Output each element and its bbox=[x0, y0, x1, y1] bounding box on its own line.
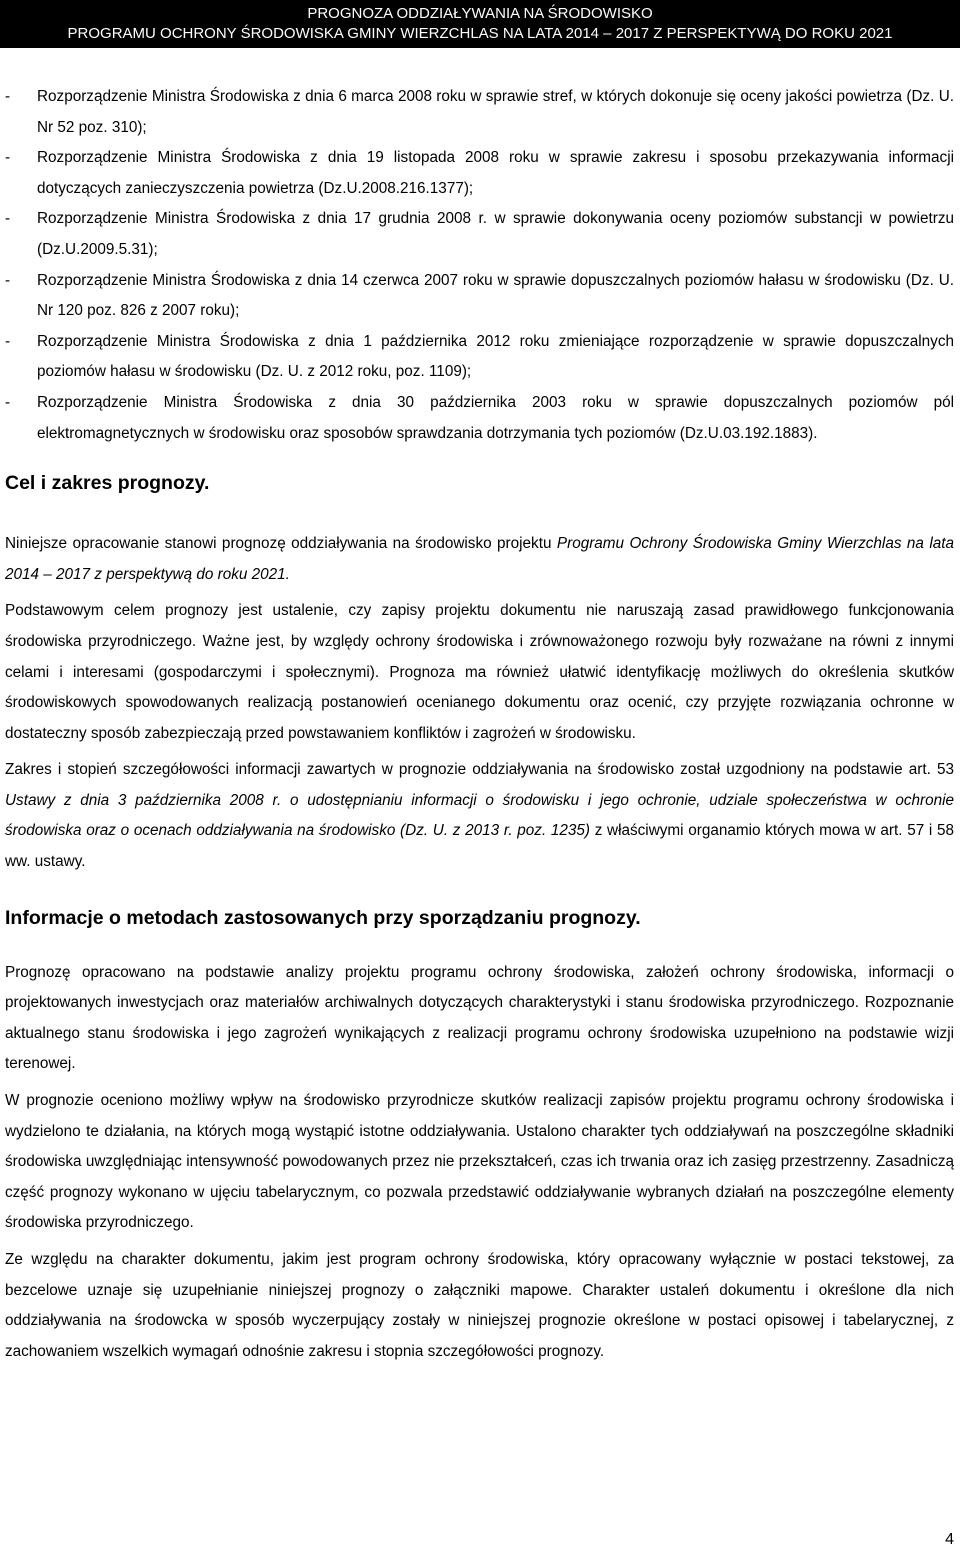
paragraph: Prognozę opracowano na podstawie analizy projektu programu ochrony środowiska, założeń ochrony środowiska, informacji o projektowanych inwestycjach oraz materiałów archiwalnych dotyczących charakterystyki i stanu środowiska przyrodniczego. Rozpoznanie aktualnego stanu środowiska i jego zagrożeń wynikających z realizacji programu ochrony środowiska uzupełniono na podstawie wizji terenowej. bbox=[5, 963, 954, 1073]
list-item bbox=[5, 143, 954, 204]
paragraph-text: Niniejsze opracowanie stanowi prognozę oddziaływania na środowisko projektu bbox=[5, 535, 557, 553]
section-heading-methods: Informacje o metodach zastosowanych przy sporządzaniu prognozy. bbox=[5, 906, 641, 929]
list-marker: - bbox=[5, 271, 11, 289]
list-item-text: Rozporządzenie Ministra Środowiska z dnia 17 grudnia 2008 r. w sprawie dokonywania oceny poziomów substancji w powietrzu (Dz.U.2009.5.31); bbox=[37, 210, 954, 258]
list-item bbox=[5, 82, 954, 143]
list-item-text: Rozporządzenie Ministra Środowiska z dnia 14 czerwca 2007 roku w sprawie dopuszczalnych poziomów hałasu w środowisku (Dz. U. Nr 120 poz. 826 z 2007 roku); bbox=[37, 271, 954, 320]
paragraph-text: z właściwymi organamio których mowa w art. 57 i 58 ww. ustawy. bbox=[5, 822, 954, 871]
list-marker: - bbox=[5, 393, 11, 411]
list-item-text: Rozporządzenie Ministra Środowiska z dnia 19 listopada 2008 roku w sprawie zakresu i sposobu przekazywania informacji dotyczących zanieczyszczenia powietrza (Dz.U.2008.216.1377); bbox=[37, 149, 954, 197]
list-item bbox=[5, 204, 954, 265]
document-body bbox=[5, 82, 954, 1373]
document-header bbox=[0, 0, 960, 48]
list-item-text: Rozporządzenie Ministra Środowiska z dnia 30 października 2003 roku w sprawie dopuszczalnych poziomów pól elektromagnetycznych w środowisku oraz sposobów sprawdzania dotrzymania tych poziomów (Dz.U.03.192.1883). bbox=[37, 393, 954, 442]
header-line-2: PROGRAMU OCHRONY ŚRODOWISKA GMINY WIERZCHLAS NA LATA 2014 – 2017 Z PERSPEKTYWĄ DO ROKU 2021 bbox=[67, 25, 893, 42]
list-item-text: Rozporządzenie Ministra Środowiska z dnia 6 marca 2008 roku w sprawie stref, w których dokonuje się oceny jakości powietrza (Dz. U. Nr 52 poz. 310); bbox=[37, 88, 954, 136]
paragraph: Podstawowym celem prognozy jest ustalenie, czy zapisy projektu dokumentu nie naruszają zasad prawidłowego funkcjonowania środowiska przyrodniczego. Ważne jest, by względy ochrony środowiska i zrównoważonego rozwoju były rozważane na równi z innymi celami i interesami (gospodarczymi i społecznymi). Prognoza ma również ułatwić identyfikację możliwych do określenia skutków środowiskowych spowodowanych realizacją postanowień ocenianego dokumentu oraz ocenić, czy przyjęte rozwiązania ochronne w dostateczny sposób zabezpieczają przed powstawaniem konfliktów i zagrożeń w środowisku. bbox=[5, 602, 954, 742]
paragraph: Ze względu na charakter dokumentu, jakim jest program ochrony środowiska, który opracowany wyłącznie w postaci tekstowej, za bezcelowe uznaje się uzupełnianie niniejszej prognozy o załączniki mapowe. Charakter ustaleń dokumentu i określone dla nich oddziaływania na środowcka w sposób wyczerpujący zostały w niniejszej prognozie określone w postaci opisowej i tabelarycznej, z zachowaniem wszelkich wymagań odnośnie zakresu i stopnia szczegółowości prognozy. bbox=[5, 1251, 954, 1360]
paragraph bbox=[5, 529, 954, 590]
legal-list bbox=[5, 82, 954, 449]
list-item bbox=[5, 266, 954, 327]
list-item-text: Rozporządzenie Ministra Środowiska z dnia 1 października 2012 roku zmieniające rozporządzenie w sprawie dopuszczalnych poziomów hałasu w środowisku (Dz. U. z 2012 roku, poz. 1109); bbox=[37, 332, 954, 381]
program-title: Programu Ochrony Środowiska Gminy Wierzchlas na lata 2014 – 2017 z perspektywą do roku 2021. bbox=[5, 535, 955, 583]
page-number: 4 bbox=[945, 1531, 954, 1548]
list-marker: - bbox=[5, 332, 11, 350]
list-item bbox=[5, 327, 954, 388]
paragraph bbox=[5, 755, 954, 877]
list-marker: - bbox=[5, 210, 11, 228]
header-line-1: PROGNOZA ODDZIAŁYWANIA NA ŚRODOWISKO bbox=[307, 5, 653, 22]
paragraph-text: Zakres i stopień szczegółowości informacji zawartych w prognozie oddziaływania na środowisko został uzgodniony na podstawie art. 53 bbox=[5, 761, 954, 779]
act-citation: Ustawy z dnia 3 października 2008 r. o udostępnianiu informacji o środowisku i jego ochronie, udziale społeczeństwa w ochronie środowiska oraz o ocenach oddziaływania na środowisko (Dz. U. z 2013 r. poz. 1235) bbox=[5, 791, 954, 840]
paragraph: W prognozie oceniono możliwy wpływ na środowisko przyrodnicze skutków realizacji zapisów projektu programu ochrony środowiska i wydzielono te działania, na których mogą wystąpić istotne oddziaływania. Ustalono charakter tych oddziaływań na poszczególne składniki środowiska uwzględniając intensywność powodowanych przez nie przekształceń, czas ich trwania oraz ich zasięg przestrzenny. Zasadniczą część prognozy wykonano w ujęciu tabelarycznym, co pozwala przedstawić oddziaływanie wybranych działań na poszczególne elementy środowiska przyrodniczego. bbox=[5, 1092, 954, 1232]
list-marker: - bbox=[5, 88, 11, 105]
list-item bbox=[5, 388, 954, 449]
list-marker: - bbox=[5, 149, 11, 167]
section-heading-cel: Cel i zakres prognozy. bbox=[5, 472, 210, 495]
